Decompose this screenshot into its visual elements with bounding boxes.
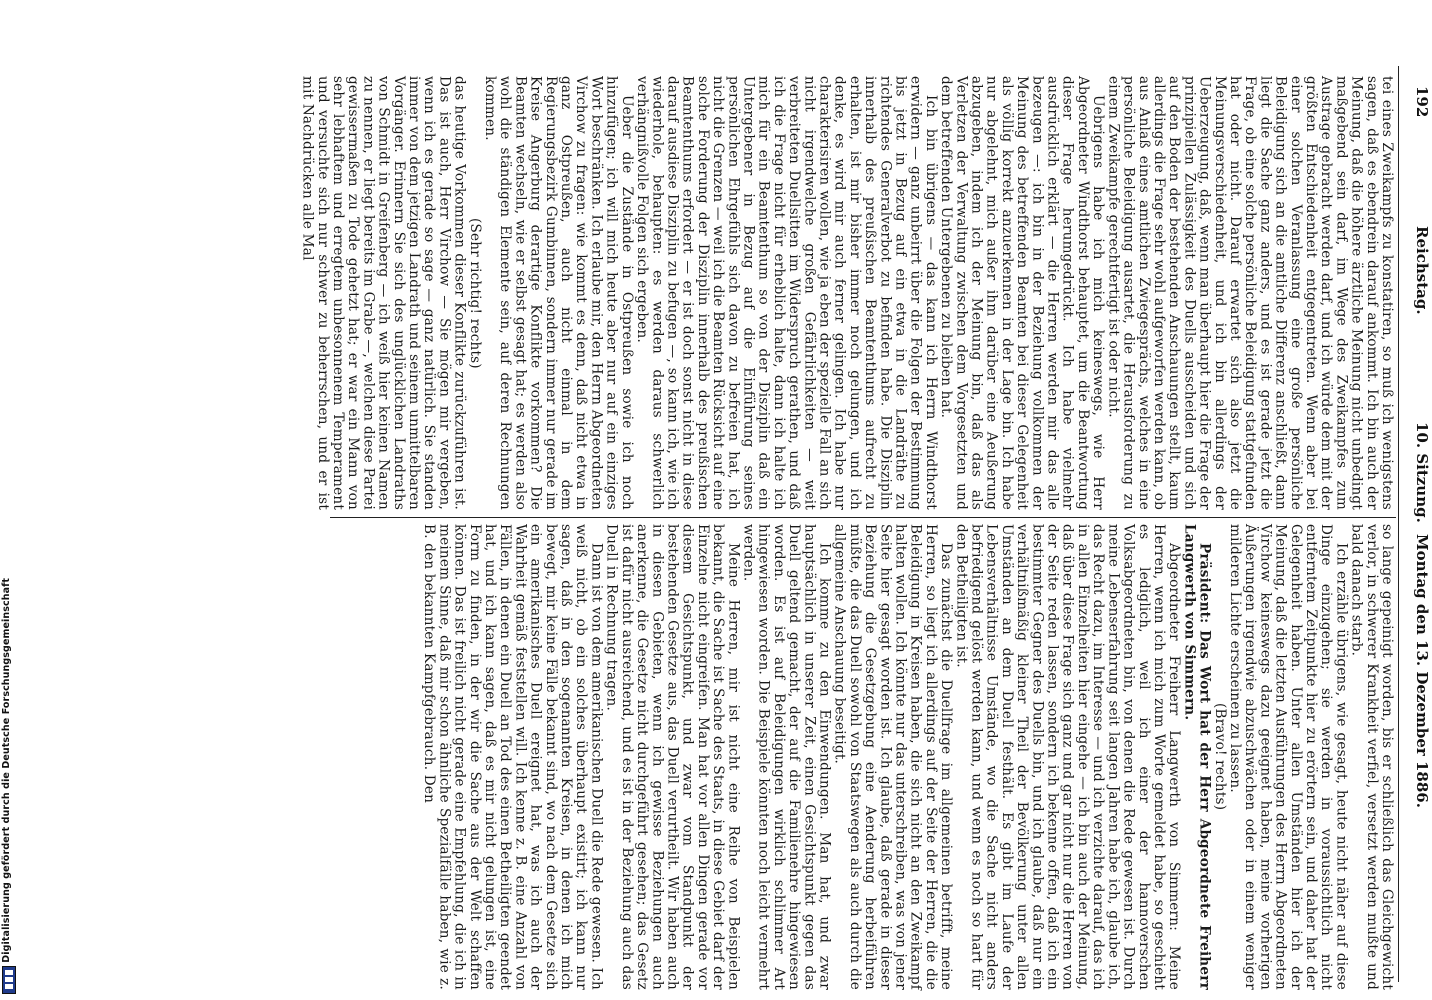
dfg-logo — [2, 966, 16, 994]
paragraph: so lange gepeinigt worden, bis er schließlich das Gleichgewicht verlor, in schwerer Krankheit verfiel, versetzt werden mußte und bald danach starb. — [1348, 524, 1395, 990]
paragraph: tei eines Zweikampfs zu konstatiren, so muß ich wenigstens sagen, daß es ebendrein darauf ankommt. Ich bin auch der Meinung, daß die höhere ärztliche Meinung nicht unbedingt maßgebend sein darf, im Wege des Zweikampfes zum Austrage gebracht werden darf, und ich würde dem mit der größten Entschiedenheit entgegentreten. Wenn aber bei einer solchen Veranlassung eine große persönliche Beleidigung sich an die amtliche Differenz anschließt, dann liegt die Sache ganz anders, und es ist gerade jetzt die Frage, ob eine solche persönliche Beleidigung stattgefunden hat oder nicht. Darauf erwartet sich also jetzt die Meinungsverschiedenheit, und ich bin allerdings der Ueberzeugung, daß, wenn man überhaupt hier die Frage der prinzipiellen Zulässigkeit des Duells ausscheiden und sich auf den Boden der bestehenden Anschauungen stellt, kaum allerdings die Frage sehr wohl aufgeworfen werden kann, ob aus Anlaß eines amtlichen Zwiegesprächs, welches in eine persönliche Beleidigung ausartet, die Herausforderung zu einem Zweikampfe gerechtfertigt ist oder nicht. — [1105, 76, 1395, 510]
paragraph: Ich komme zu den Einwendungen. Man hat, und zwar hauptsächlich in unserer Zeit, einen Gesichtspunkt gegen das Duell geltend gemacht, der auf die Familienehre hingewiesen worden. Es ist auf Beleidigungen wirklich schlimmer Art hingewiesen worden. Die Beispiele könnten noch leicht vermehrt werden. — [740, 524, 833, 990]
running-title: Reichstag. — [1413, 226, 1431, 315]
paragraph: Ueber die Zustände in Ostpreußen sowie ich noch hinzufügen; ich will mich heute aber nur auf ein einziges Wort beschränken. Ich erlaube mir, den Herrn Abgeordneten Virchow zu fragen: wie kommt es denn, daß nicht etwa in ganz Ostpreußen, auch nicht einmal in dem Regierungsbezirk Gumbinnen, sondern immer nur gerade im Kreise Angerburg derartige Konflikte vorkommen? Die Beamten wechseln, wie er selbst gesagt hat; es werden also wohl die ständigen Elemente sein, auf deren Rechnungen kommen. — [482, 76, 635, 510]
paragraph: Das zunächst die Duellfrage im allgemeinen betrifft, meine Herren, so liegt ich allerdings auf der Seite der Herren, die die Beleidigung in Kreisen haben, die sich nicht an den Zweikampf halten wollen. Ich könnte nur das unterschreiben, was von jener Seite hier gesagt worden ist. Ich glaube, daß gerade in dieser Beziehung die Gesetzgebung eine Aenderung herbeiführen müßte, die das Duell sowohl von Staatswegen als auch durch die allgemeine Anschauung beseitigt. — [831, 524, 955, 990]
header-rule — [1398, 66, 1399, 982]
paragraph: Ich erzähle übrigens, wie gesagt, heute nicht näher auf diese Dinge einzugehen; sie werden in voraussichtlich nicht entferntem Zeitpunkte hier zu erörtern sein, und daher hat der Gelegenheit haben. Unter allen Umständen hier ich der Meinung, daß die letzten Ausführungen des Herrn Abgeordneten Virchow keineswegs dazu geeignet haben, meine vorherigen Äußerungen irgendwie abzuschwächen oder in einem weniger milderen Lichte erscheinen zu lassen. — [1226, 524, 1350, 990]
interjection: (Bravo! rechts) — [1211, 703, 1228, 811]
dfg-logo-icon — [3, 967, 15, 993]
paragraph: das heutige Vorkommen dieser Konflikte zurückzuführen ist. Das ist auch, Herr Virchow — Sie mögen mir vergeben, wenn ich es gerade so sage — ganz natürlich. Sie standen immer von dem jetzigen Landrath und seinem unmittelbaren Vorgänger. Erinnern Sie sich des unglücklichen Landraths von Schmidt in Greifenberg — ich weiß hier keinen Namen zu nennen, er liegt bereits im Grabe —, welchen diese Partei gewissermaßen zu Tode gehetzt hat; er war ein Mann von sehr lebhaftem und erregtem unbesonnenem Temperament und versuchte sich nur schwer zu beherrschen, und er ist mit Nachdrücken alle Mal — [299, 76, 468, 510]
speaker-paragraph: Präsident: Das Wort hat der Herr Abgeordnete Freiherr Langwerth von Simmern. — [1181, 524, 1213, 990]
paragraph: Uebrigens habe ich mich keineswegs, wie Herr Abgeordneter Windthorst behauptet, um die Beantwortung dieser Frage herumgedrückt. Ich habe vielmehr ausdrücklich erklärt — die Herren werden mir das alle bezeugen —: ich bin in der Beziehung vollkommen der Meinung des betreffenden Beamten bei dieser Gelegenheit als völlig korrekt anzuerkennen in der Lage bin. Ich habe nur abgelehnt, mich außer ihm darüber eine Aeußerung abzugeben, indem ich der Meinung bin, daß das als Verletzen der Verwaltung zwischen dem Vorgesetzten und dem betreffenden Untergebenen zu bleiben hat. — [938, 76, 1107, 510]
paragraph: Ich bin übrigens — das kann ich Herrn Windthorst erwidern — ganz unbeirrt über die Folgen der Bestimmung bis jetzt in Bezug auf ein etwa in die Landräthe zu richtendes Generalverbot zu befinden habe. Die Disziplin innerhalb des preußischen Beamtenthums aufrecht zu erhalten, ist mir bisher immer noch gelungen, und ich denke, es wird mir auch ferner gelingen. Ich habe nur charakterisiren wollen, wie ja eben der spezielle Fall an sich nicht irgendwelche großen Gefährlichkeiten — weit verbreiteten Duellsitten im Widerspruch gerathen, und daß ich die Frage nicht für erheblich halte, dann ich halte ich mich für ein Beamtenthum so von der Disziplin daß ein Untergebener in Bezug auf die Einführung seines persönlichen Ehrgefühls sich davon zu befreien hat, ich nicht die Grenzen — weil ich die Beamten Rücksicht auf eine solche Forderung der Disziplin innerhalb des preußischen Beamtenthums erfordert — er ist doch sonst nicht in diese darauf ausdiese Disziplin zu befugen —, so kann ich, wie ich wiederhole, behaupten: es werden daraus schwerlich verhängnißvolle Folgen sich ergeben. — [634, 76, 939, 510]
credit-text: Digitalisierung gefördert durch die Deutsche Forschungsgemeinschaft — [1, 578, 12, 963]
paragraph: Dann ist von dem amerikanischen Duell die Rede gewesen. Ich weiß nicht, ob ein solches überhaupt existirt; ich kann nur sagen, daß in den sogenannten Kreisen, in denen ich mich bewegt, mir keine Fälle bekannt sind, wo nach dem Gesetze sich ein amerikanisches Duell ereignet hat, was ich auch der Wahrheit gemäß feststellen will. Ich kenne z. B. eine Anzahl von Fällen, in denen ein Duell an Tod des einen Betheiligten geendet hat, und ich kann sagen, daß es mir nicht gelungen ist, eine Form zu finden, in der wir die Sache aus der Welt schaffen können. Das ist freilich nicht gerade eine Empfehlung, die ich in meinem Sinne, daß mir schon ähnliche Spezialfälle haben, wie z. B. den bekannten Kampfgebrauch. Den — [421, 524, 605, 990]
session-date: Montag den 13. Dezember 1886. — [1413, 534, 1431, 808]
interjection: (Sehr richtig! rechts) — [466, 217, 483, 369]
digitization-credit — [1, 578, 15, 998]
paragraph: Meine Herren, mir ist nicht eine Reihe von Beispielen bekannt, die Sache ist Sache des Staats, in diese Gebiet darf der Einzelne nicht eingreifen. Man hat vor allen Dingen gerade vor diesem Gesichtspunkt, und zwar vom Standpunkt der bestehenden Gesetze aus, das Duell verurtheilt. Wir haben auch in diesen Gebieten, wenn ich gewisse Beziehungen auch anerkenne, die Gesetze nicht durchgeführt gesehen; das Gesetz ist dafür nicht ausreichend, und es ist in der Beziehung auch das Duell in Rechnung tragen. — [603, 524, 742, 990]
page-number: 192 — [1413, 86, 1431, 118]
column-right — [330, 0, 1394, 1000]
session-label: 10. Sitzung. — [1413, 422, 1431, 523]
speaker-paragraph: Abgeordneter Freiherr Langwerth von Simmern: Meine Herren, wenn ich mich zum Worte gemeldet habe, so geschieht es lediglich, weil ich einer der hannoverschen Volksabgeordneten bin, von denen die Rede gewesen ist. Durch meine Lebenserfahrung seit langen Jahren habe ich, glaube ich, das Recht dazu, im Interesse — und ich verzichte darauf, das ich in allen Einzelheiten hier eingehe — ich bin auch der Meinung, daß über diese Frage sich ganz und gar nicht nur die Herren von der Seite reden lassen, sondern ich bekenne offen, daß ich ein bestimmter Gegner des Duells bin, und ich glaube, daß nur ein verhältnißmäßig kleiner Theil der Bevölkerung unter allen Umständen an dem Duell festhält. Es gibt im Laufe der Lebensverhältnisse Umstände, wo die Sache nicht anders befriedigend gelöst werden kann, und wenn es noch so hart für den Betheiligten ist. — [953, 524, 1183, 990]
